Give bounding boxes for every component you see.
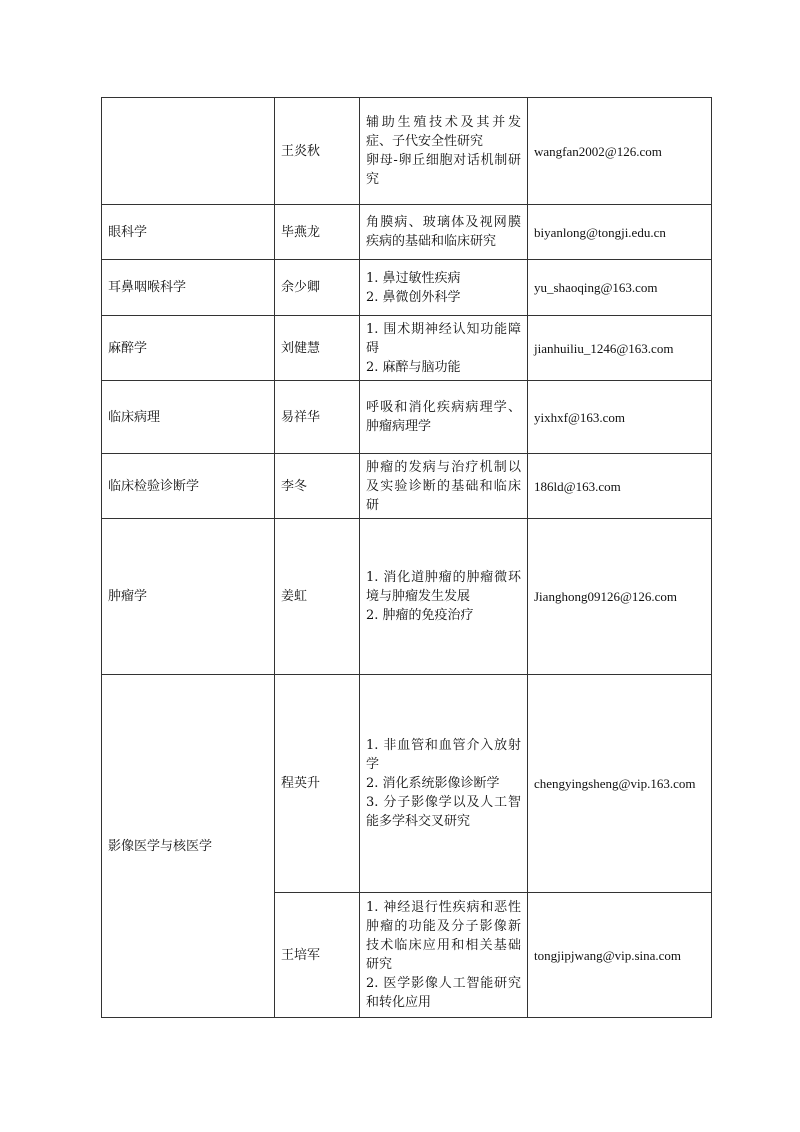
email-cell: chengyingsheng@vip.163.com — [528, 675, 712, 893]
research-item: 卵母-卵丘细胞对话机制研究 — [366, 153, 521, 187]
research-item: 1. 消化道肿瘤的肿瘤微环境与肿瘤发生发展 — [366, 570, 521, 604]
email-cell: jianhuiliu_1246@163.com — [528, 316, 712, 381]
email-cell: wangfan2002@126.com — [528, 98, 712, 205]
research-item: 角膜病、玻璃体及视网膜疾病的基础和临床研究 — [366, 215, 521, 249]
table-row — [102, 675, 712, 893]
research-item: 呼吸和消化疾病病理学、肿瘤病理学 — [366, 400, 521, 434]
research-item: 2. 麻醉与脑功能 — [366, 359, 461, 375]
department-cell: 耳鼻咽喉科学 — [102, 260, 275, 316]
department-cell: 麻醉学 — [102, 316, 275, 381]
research-cell — [360, 675, 528, 893]
name-cell: 王培军 — [275, 893, 360, 1018]
department-cell: 临床检验诊断学 — [102, 454, 275, 519]
research-item: 1. 围术期神经认知功能障碍 — [366, 321, 521, 356]
table-row — [102, 260, 712, 316]
name-cell: 姜虹 — [275, 519, 360, 675]
research-item: 2. 消化系统影像诊断学 — [366, 776, 500, 791]
email-cell: biyanlong@tongji.edu.cn — [528, 205, 712, 260]
research-item: 2. 鼻微创外科学 — [366, 289, 461, 305]
name-cell: 程英升 — [275, 675, 360, 893]
name-cell: 王炎秋 — [275, 98, 360, 205]
research-item: 1. 鼻过敏性疾病 — [366, 270, 461, 286]
table-row — [102, 454, 712, 519]
table-row — [102, 519, 712, 675]
table-row — [102, 98, 712, 205]
name-cell: 李冬 — [275, 454, 360, 519]
research-cell — [360, 893, 528, 1018]
research-item: 2. 肿瘤的免疫治疗 — [366, 608, 474, 623]
table-row — [102, 205, 712, 260]
faculty-table — [101, 97, 712, 1018]
name-cell: 刘健慧 — [275, 316, 360, 381]
research-cell — [360, 205, 528, 260]
research-item: 2. 医学影像人工智能研究和转化应用 — [366, 976, 521, 1010]
research-cell — [360, 381, 528, 454]
research-cell — [360, 454, 528, 519]
research-cell — [360, 316, 528, 381]
research-item: 辅助生殖技术及其并发症、子代安全性研究 — [366, 115, 521, 149]
table-row — [102, 381, 712, 454]
department-cell: 临床病理 — [102, 381, 275, 454]
table-row — [102, 316, 712, 381]
research-cell — [360, 519, 528, 675]
department-cell: 肿瘤学 — [102, 519, 275, 675]
research-item: 3. 分子影像学以及人工智能多学科交叉研究 — [366, 795, 521, 829]
department-cell: 眼科学 — [102, 205, 275, 260]
name-cell: 易祥华 — [275, 381, 360, 454]
name-cell: 毕燕龙 — [275, 205, 360, 260]
research-cell — [360, 98, 528, 205]
research-item: 1. 非血管和血管介入放射学 — [366, 738, 521, 772]
name-cell: 余少卿 — [275, 260, 360, 316]
email-cell: yu_shaoqing@163.com — [528, 260, 712, 316]
department-cell: 影像医学与核医学 — [102, 675, 275, 1018]
email-cell: yixhxf@163.com — [528, 381, 712, 454]
email-cell: 186ld@163.com — [528, 454, 712, 519]
research-item: 肿瘤的发病与治疗机制以及实验诊断的基础和临床研 — [366, 459, 521, 513]
department-cell — [102, 98, 275, 205]
email-cell: tongjipjwang@vip.sina.com — [528, 893, 712, 1018]
research-item: 1. 神经退行性疾病和恶性肿瘤的功能及分子影像新技术临床应用和相关基础研究 — [366, 900, 521, 972]
research-cell — [360, 260, 528, 316]
email-cell: Jianghong09126@126.com — [528, 519, 712, 675]
